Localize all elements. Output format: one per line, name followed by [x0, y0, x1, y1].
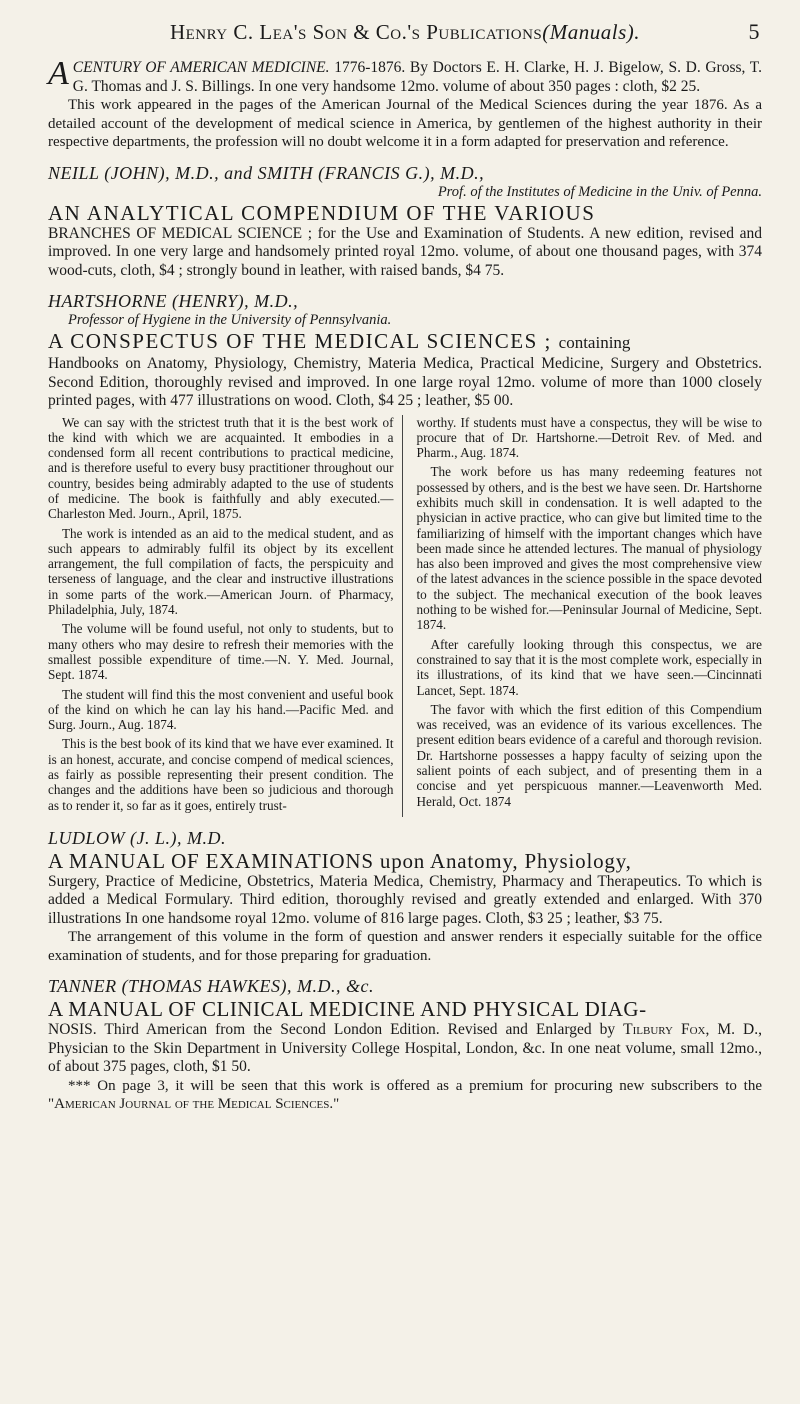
review-quote: The student will find this the most convenient and useful book of the kind on which he can lay his hand.—Pacific Med. and Surg. Journ., Aug. 1874.: [48, 686, 394, 733]
review-quote: worthy. If students must have a conspectus, they will be wise to procure that of Dr. Hartshorne.—Detroit Rev. of Med. and Pharm., Aug. 1874.: [416, 414, 762, 461]
journal-name: "American Journal of the Medical Sciences.": [48, 1096, 340, 1113]
professorship: Prof. of the Institutes of Medicine in the Univ. of Penna.: [437, 183, 762, 200]
reviews-right-column: [417, 415, 763, 817]
author-heading: NEILL (JOHN), M.D., and SMITH (FRANCIS G.), M.D.,: [48, 162, 485, 183]
book-description: This work appeared in the pages of the American Journal of the Medical Sciences during the year 1876. As a detailed account of the development of medical science in America, by gentlemen of the highest authority in their respective departments, the profession will no doubt welcome it in a form adapted for preservation and reference.: [48, 97, 762, 150]
book-title: A CONSPECTUS OF THE MEDICAL SCIENCES ;: [48, 329, 552, 353]
review-quote: We can say with the strictest truth that it is the best work of the kind with which we are acquainted. It embodies in a condensed form all recent contributions to practical medicine, and is therefore useful to every busy practitioner throughout our country, besides being admirably adapted to the use of students of medicine. The book is faithfully and ably executed.—Charleston Med. Journ., April, 1875.: [48, 414, 394, 522]
review-quote: This is the best book of its kind that we have ever examined. It is an honest, accurate, and concise compend of medical sciences, as fairly as possible representing their present condition. The changes and the additions have been so judicious and thorough as to render it, so far as it goes, entirely trust-: [48, 736, 394, 813]
author-heading: HARTSHORNE (HENRY), M.D.,: [48, 291, 299, 311]
book-title: A MANUAL OF CLINICAL MEDICINE AND PHYSICAL DIAG-: [48, 997, 647, 1022]
page-number: 5: [748, 19, 760, 44]
book-details: BRANCHES OF MEDICAL SCIENCE ; for the Use and Examination of Students. A new edition, revised and improved. In one very large and handsomely printed royal 12mo. volume, of about one thousand pages, with 374 wood-cuts, cloth, $4 ; strongly bound in leather, with raised bands, $4 75.: [48, 224, 762, 279]
review-quote: The favor with which the first edition of this Compendium was received, was an evidence of its various excellences. The present edition bears evidence of a careful and thorough revision. Dr. Hartshorne possesses a happy faculty of seizing upon the salient points of each subject, and of presenting them in a concise and yet perspicuous manner.—Leavenworth Med. Herald, Oct. 1874: [416, 701, 762, 809]
book-title-tail: containing: [558, 333, 631, 352]
book-details: NOSIS. Third American from the Second London Edition. Revised and Enlarged by: [48, 1021, 616, 1039]
premium-note: *** On page 3, it will be seen that this work is offered as a premium for procuring new subscribers to the: [68, 1077, 762, 1094]
author-heading: LUDLOW (J. L.), M.D.: [48, 827, 226, 848]
entry-century-of-american-medicine: [48, 55, 762, 152]
book-title: AN ANALYTICAL COMPENDIUM OF THE VARIOUS: [48, 200, 596, 225]
reviser-name: Tilbury Fox,: [623, 1021, 710, 1039]
book-description: The arrangement of this volume in the form of question and answer renders it especially suitable for the office examination of students, and for those preparing for graduation.: [48, 929, 762, 964]
running-head: [48, 18, 762, 48]
entry-conspectus-medical-sciences: [48, 290, 762, 817]
review-quote: After carefully looking through this conspectus, we are constrained to say that it is the most complete work, especially in its illustrations, of its kind that we have seen.—Cincinnati Lancet, Sept. 1874.: [416, 636, 762, 698]
entry-clinical-medicine: [48, 975, 762, 1114]
review-quote: The work before us has many redeeming features not possessed by others, and is the best we have seen. Dr. Hartshorne exhibits much skill in condensation. It is well adapted to the physician in active practice, who can give but limited time to the familiarizing of himself with the important changes which have been made since he attended lectures. The manual of physiology has also been improved and gives the most comprehensive view of the latest advances in the science possible in the space devoted to the subject. The mechanical execution of the book leaves nothing to be wished for.—Peninsular Journal of Medicine, Sept. 1874.: [416, 464, 762, 633]
book-details-rest: M. D., Physician to the Skin Department in University College Hospital, London, &c. In one neat volume, small 12mo., of about 375 pages, cloth, $1 50.: [48, 1021, 762, 1076]
author-heading: TANNER (THOMAS HAWKES), M.D., &c.: [48, 976, 374, 997]
entry-analytical-compendium: [48, 162, 762, 281]
publisher-heading: Henry C. Lea's Son & Co.'s Publications: [169, 20, 543, 44]
book-details: Handbooks on Anatomy, Physiology, Chemistry, Materia Medica, Practical Medicine, Surgery and Obstetrics. Second Edition, thoroughly revised and improved. In one large royal 12mo. volume of more than 1000 closely printed pages, with 477 illustrations on wood. Cloth, $4 25 ; leather, $5 00.: [48, 355, 762, 409]
review-quote: The volume will be found useful, not only to students, but to many others who may desire to refresh their memories with the smallest possible expenditure of time.—N. Y. Med. Journal, Sept. 1874.: [48, 621, 394, 683]
book-details: Surgery, Practice of Medicine, Obstetrics, Materia Medica, Chemistry, Pharmacy and Therapeutics. To which is added a Medical Formulary. Third edition, thoroughly revised and greatly extended and enlarged. With 370 illustrations In one handsome royal 12mo. volume of 816 large pages. Cloth, $3 25 ; leather, $3 75.: [48, 872, 762, 927]
book-details: 1776-1876. By Doctors E. H. Clarke, H. J. Bigelow, S. D. Gross, T. G. Thomas and J. S. Billings. In one very handsome 12mo. volume of about 350 pages : cloth, $2 25.: [72, 59, 762, 95]
professorship: Professor of Hygiene in the University of Pennsylvania.: [68, 312, 392, 328]
book-title: CENTURY OF AMERICAN MEDICINE.: [72, 59, 330, 76]
reviews-left-column: [48, 415, 403, 817]
drop-cap: A: [48, 55, 69, 92]
section-heading: (Manuals).: [542, 20, 641, 44]
reviews-columns: [48, 415, 762, 817]
review-quote: The work is intended as an aid to the medical student, and as such appears to admirably fulfil its object by its excellent arrangement, the full compilation of facts, the perspicuity and terseness of language, and the clear and instructive illustrations in some parts of the work.—American Journ. of Pharmacy, Philadelphia, July, 1874.: [48, 525, 394, 618]
entry-manual-of-examinations: [48, 827, 762, 966]
book-title: A MANUAL OF EXAMINATIONS upon Anatomy, Physiology,: [48, 848, 632, 873]
